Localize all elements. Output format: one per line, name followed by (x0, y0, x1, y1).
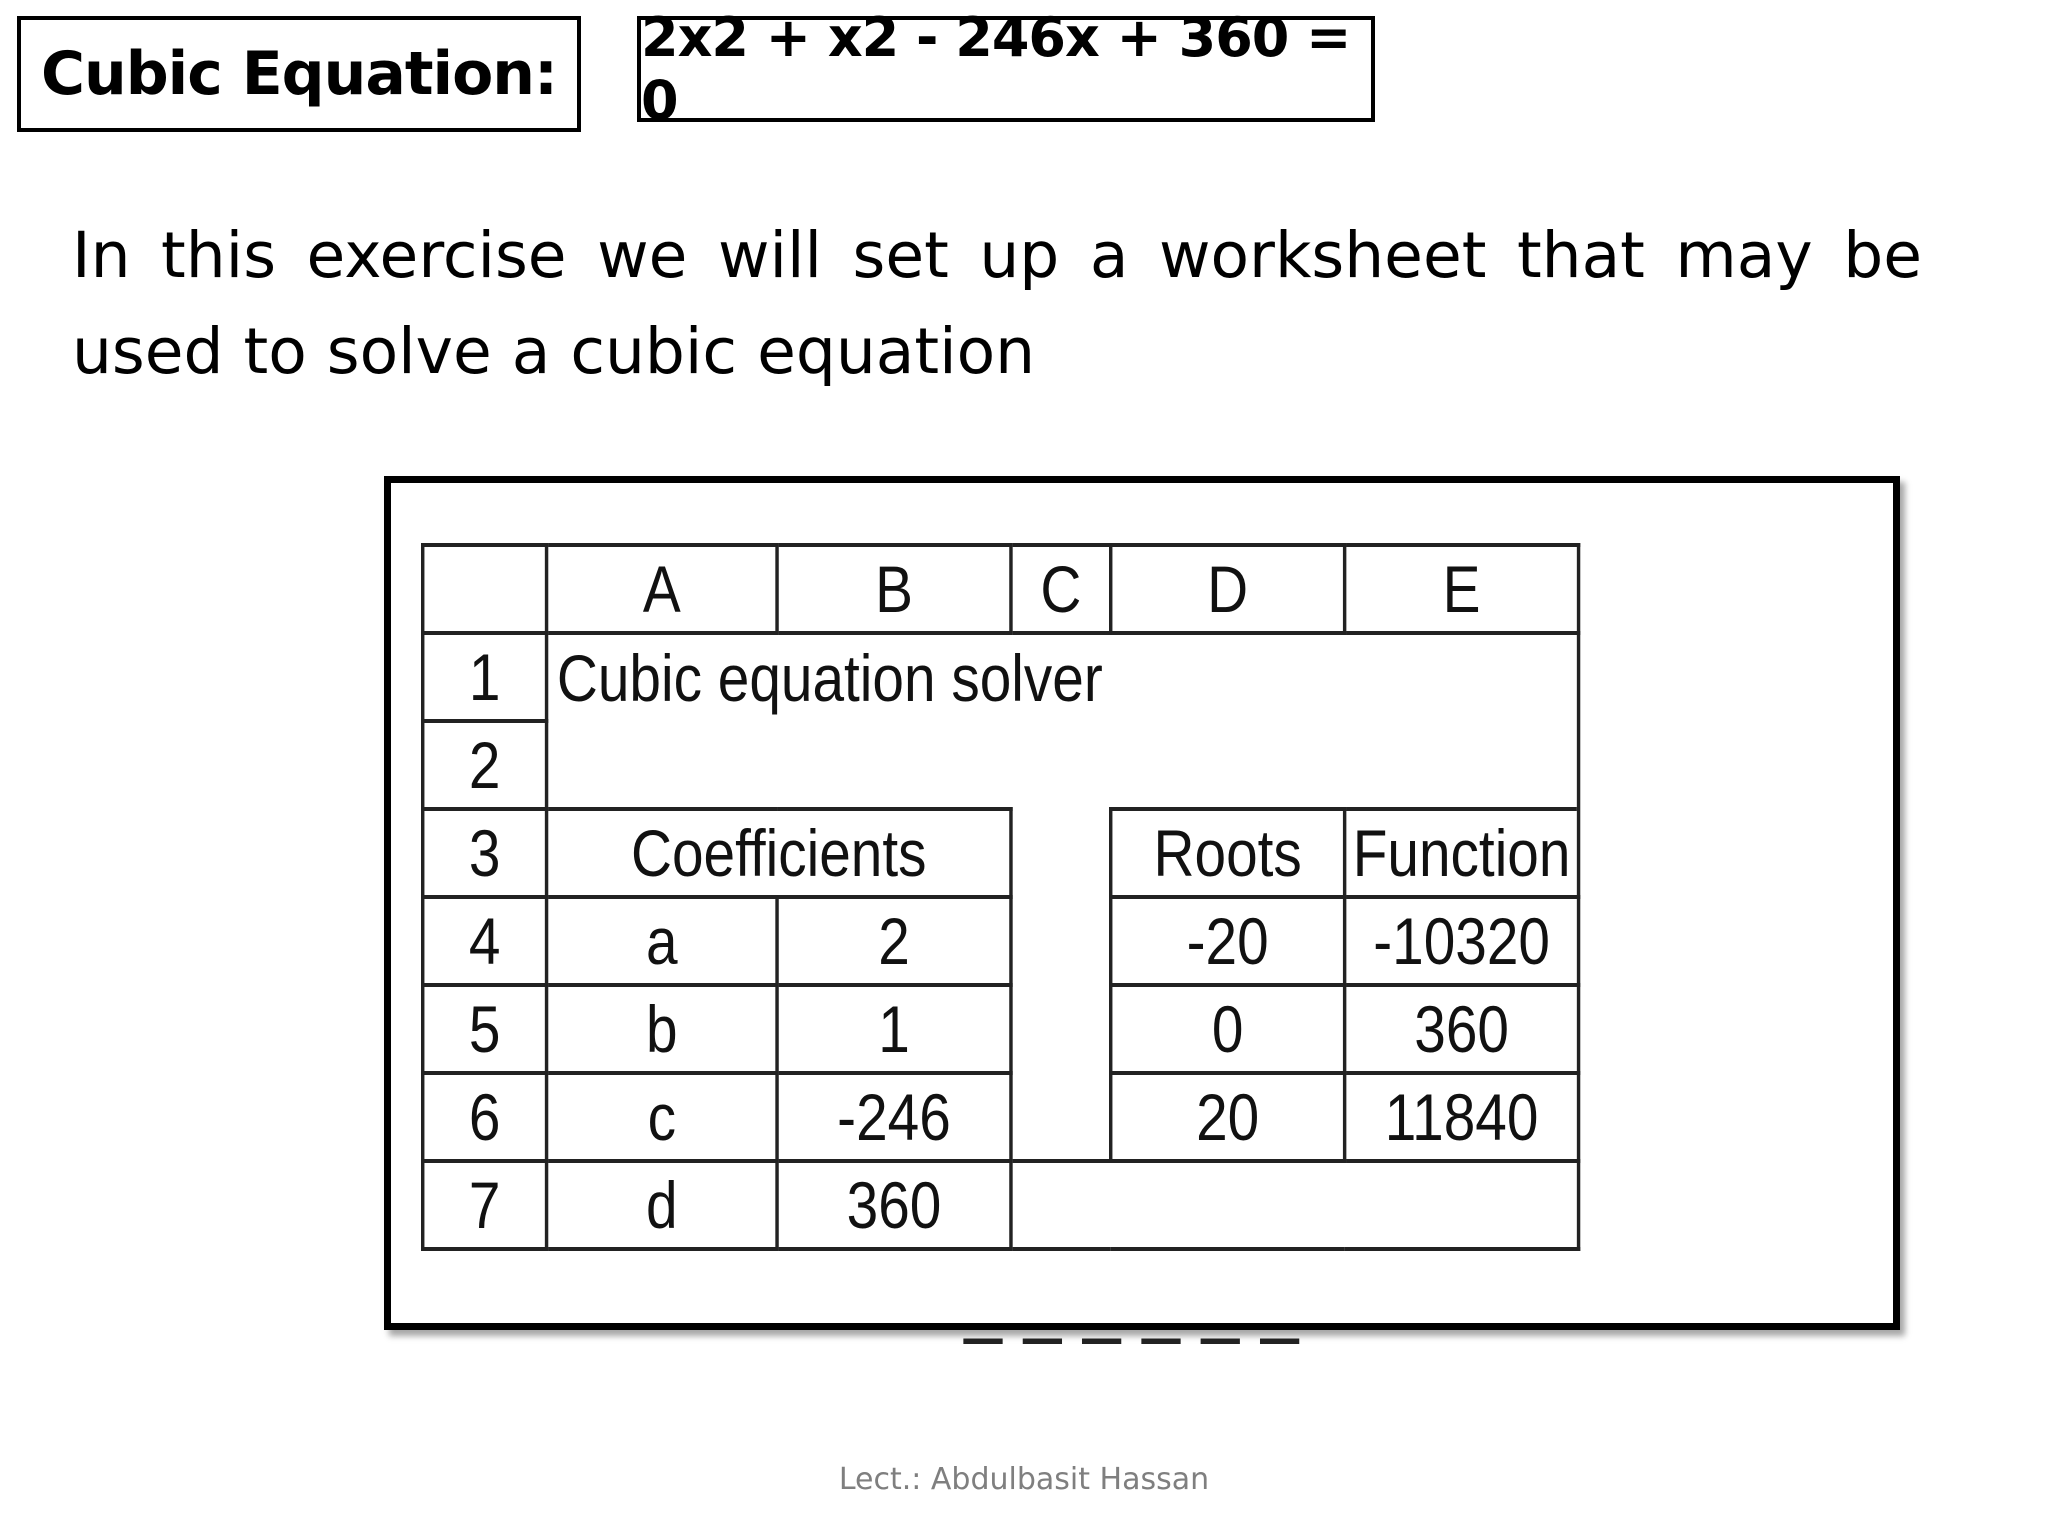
root-value: -20 (1111, 897, 1345, 985)
slide-title-text: Cubic Equation: (40, 39, 558, 109)
coefficients-header: Coefficients (547, 809, 1011, 897)
row-number-7: 7 (423, 1161, 547, 1249)
sheet-row-3 (423, 809, 1579, 897)
footer-credit: Lect.: Abdulbasit Hassan (838, 1462, 1210, 1497)
empty-row-cell (547, 721, 1579, 809)
sheet-row-6 (423, 1073, 1579, 1161)
row-number-2: 2 (423, 721, 547, 809)
coefficient-value: -246 (777, 1073, 1011, 1161)
spacer-cell (1011, 1073, 1111, 1161)
coefficient-name: b (547, 985, 777, 1073)
spacer-cell (1011, 985, 1111, 1073)
sheet-row-7 (423, 1161, 1579, 1249)
intro-paragraph: In this exercise we will set up a worksheet that may be used to solve a cubic equation (72, 219, 1922, 388)
root-value: 20 (1111, 1073, 1345, 1161)
coefficient-name: c (547, 1073, 777, 1161)
function-value: 11840 (1345, 1073, 1579, 1161)
column-header-e: E (1345, 545, 1579, 633)
row-number-5: 5 (423, 985, 547, 1073)
row-number-1: 1 (423, 633, 547, 721)
function-header: Function (1345, 809, 1579, 897)
caption-glyphs-icon: — — — — — — (961, 1313, 1302, 1364)
spreadsheet-table (421, 543, 1580, 1251)
corner-cell (423, 545, 547, 633)
spreadsheet-figure (384, 476, 1900, 1364)
coefficient-value: 1 (777, 985, 1011, 1073)
sheet-row-2 (423, 721, 1579, 809)
spacer-cell (1011, 809, 1111, 897)
coefficient-name: a (547, 897, 777, 985)
column-header-row (423, 545, 1579, 633)
roots-header: Roots (1111, 809, 1345, 897)
sheet-title-cell: Cubic equation solver (547, 633, 1579, 721)
row-number-3: 3 (423, 809, 547, 897)
row-number-6: 6 (423, 1073, 547, 1161)
sheet-row-5 (423, 985, 1579, 1073)
column-header-d: D (1111, 545, 1345, 633)
figure-caption-fragment (961, 1313, 1361, 1364)
column-header-c: C (1011, 545, 1111, 633)
function-value: 360 (1345, 985, 1579, 1073)
coefficient-value: 2 (777, 897, 1011, 985)
spacer-cell (1011, 897, 1111, 985)
root-value: 0 (1111, 985, 1345, 1073)
function-value: -10320 (1345, 897, 1579, 985)
column-header-b: B (777, 545, 1011, 633)
equation-text: 2x2 + x2 - 246x + 360 = 0 (641, 6, 1351, 132)
coefficient-name: d (547, 1161, 777, 1249)
column-header-a: A (547, 545, 777, 633)
row-number-4: 4 (423, 897, 547, 985)
slide-title (17, 16, 581, 132)
coefficient-value: 360 (777, 1161, 1011, 1249)
equation-box (637, 6, 1375, 132)
sheet-row-4 (423, 897, 1579, 985)
sheet-row-1 (423, 633, 1579, 721)
empty-bottom-cell (1011, 1161, 1579, 1249)
